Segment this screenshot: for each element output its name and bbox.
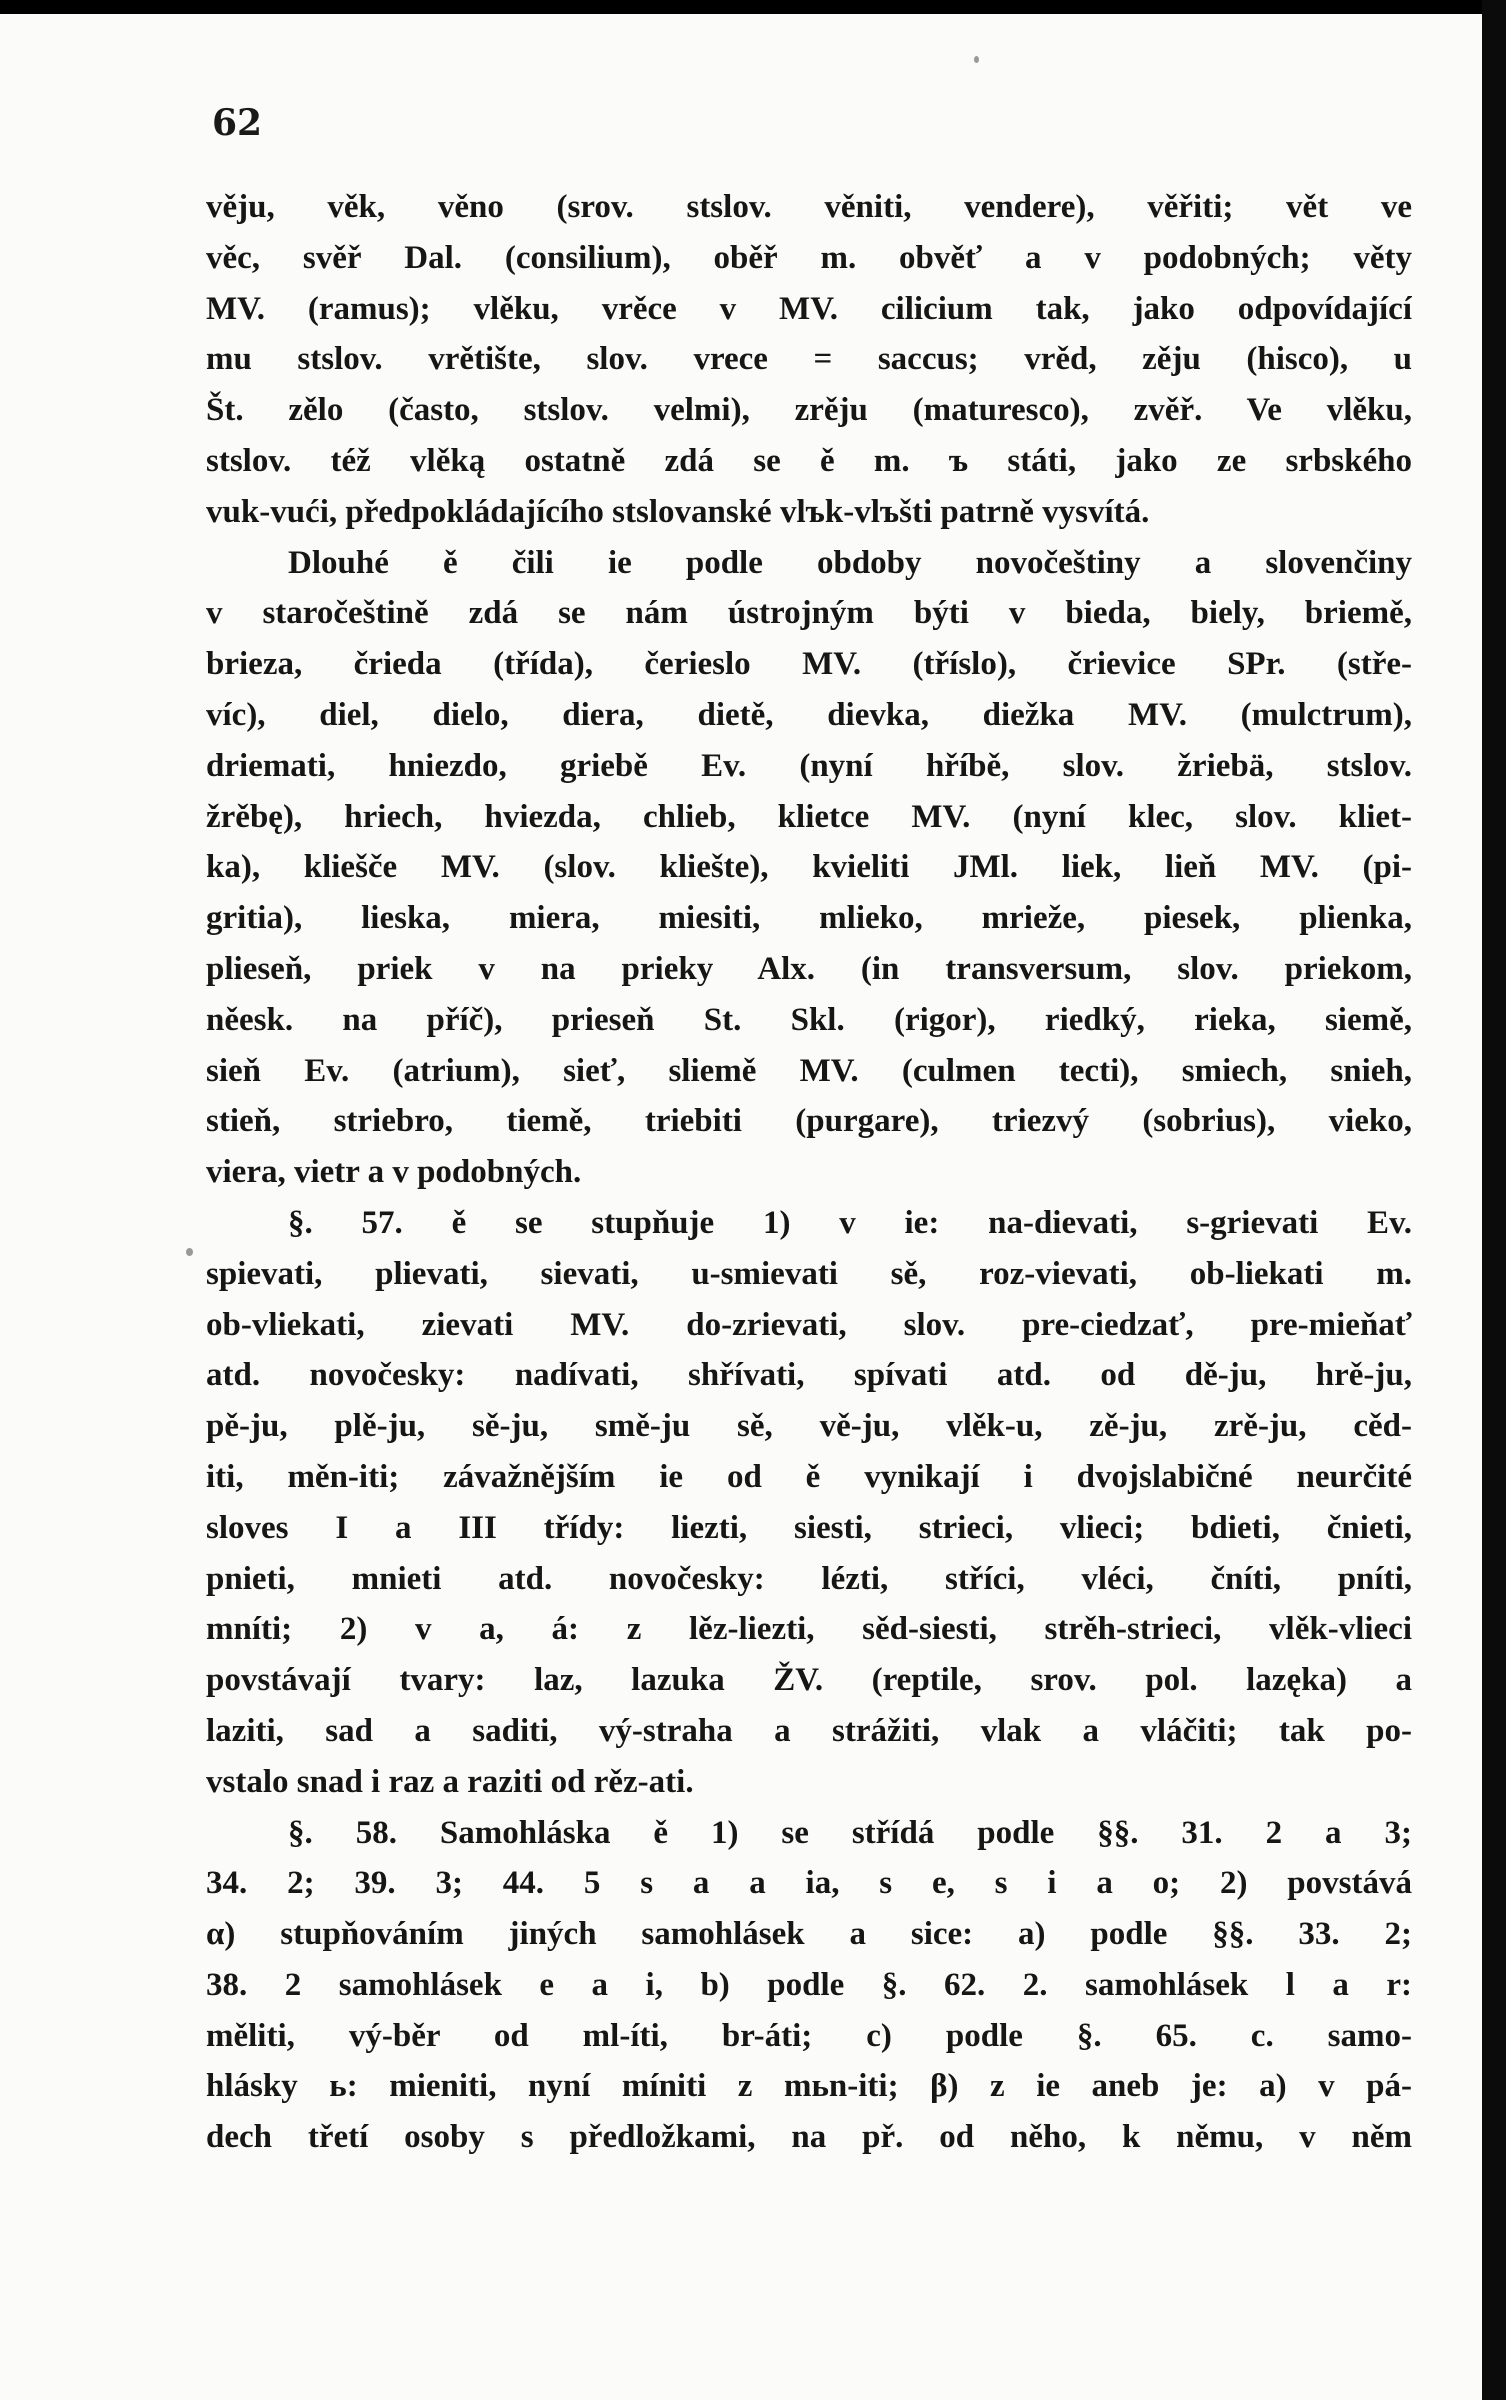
page-number: 62 [212,102,263,144]
book-page [0,14,1482,2400]
text-line: atd. novočesky: nadívati, shřívati, spívati atd. od dě-ju, hrě-ju, [206,1357,1412,1394]
text-line: stieň, striebro, tiemě, triebiti (purgare), triezvý (sobrius), vieko, [206,1103,1412,1140]
text-line: spievati, plievati, sievati, u-smievati sě, roz-vievati, ob-liekati m. [206,1255,1412,1292]
text-line: §. 57. ě se stupňuje 1) v ie: na-dievati, s-grievati Ev. [288,1204,1412,1241]
ink-speck [186,1248,193,1256]
text-line: pnieti, mnieti atd. novočesky: lézti, stříci, vléci, čníti, pníti, [206,1560,1412,1597]
text-line: ob-vliekati, zievati MV. do-zrievati, slov. pre-ciedzať, pre-mieňať [206,1306,1412,1343]
text-line: stslov. též vlěką ostatně zdá se ě m. ъ státi, jako ze srbského [206,442,1412,479]
text-line: 34. 2; 39. 3; 44. 5 s a a ia, s e, s i a o; 2) povstává [206,1865,1412,1902]
text-line: Št. zělo (často, stslov. velmi), zrěju (maturesco), zvěř. Ve vlěku, [206,392,1412,429]
text-line: věc, svěř Dal. (consilium), oběř m. obvěť a v podobných; věty [206,239,1412,276]
text-line: sloves I a III třídy: liezti, siesti, strieci, vlieci; bdieti, čnieti, [206,1509,1412,1546]
text-line: dech třetí osoby s předložkami, na př. od něho, k němu, v něm [206,2119,1412,2156]
text-line: driemati, hniezdo, griebě Ev. (nyní hříbě, slov. žriebä, stslov. [206,747,1412,784]
text-line: něesk. na příč), prieseň St. Skl. (rigor), riedký, rieka, siemě, [206,1001,1412,1038]
text-line: v staročeštině zdá se nám ústrojným býti v bieda, biely, briemě, [206,595,1412,632]
text-line: gritia), lieska, miera, miesiti, mlieko, mrieže, piesek, plienka, [206,900,1412,937]
text-line: α) stupňováním jiných samohlásek a sice: a) podle §§. 33. 2; [206,1916,1412,1953]
scan-edge [1482,0,1506,2400]
text-line: žrěbę), hriech, hviezda, chlieb, klietce MV. (nyní klec, slov. kliet- [206,798,1412,835]
text-line: plieseň, priek v na prieky Alx. (in transversum, slov. priekom, [206,950,1412,987]
text-line: brieza, črieda (třída), čerieslo MV. (tříslo), črievice SPr. (stře- [206,646,1412,683]
text-line: hlásky ь: mieniti, nyní míniti z mьn-iti; β) z ie aneb je: a) v pá- [206,2068,1412,2105]
ink-speck [974,56,979,63]
text-line: mníti; 2) v a, á: z lěz-liezti, sěd-siesti, strěh-strieci, vlěk-vlieci [206,1611,1412,1648]
text-line: mu stslov. vrětište, slov. vrece = saccus; vrěd, zěju (hisco), u [206,341,1412,378]
text-line: viera, vietr a v podobných. [206,1154,582,1191]
text-line: §. 58. Samohláska ě 1) se střídá podle §§. 31. 2 a 3; [288,1814,1412,1851]
text-line: vuk-vući, předpokládajícího stslovanské vlъk-vlъšti patrně vysvítá. [206,493,1150,530]
text-line: věju, věk, věno (srov. stslov. věniti, vendere), věřiti; vět ve [206,189,1412,225]
text-line: laziti, sad a saditi, vý-straha a strážiti, vlak a vláčiti; tak po- [206,1712,1412,1749]
text-line: měliti, vý-běr od ml-íti, br-áti; c) podle §. 65. c. samo- [206,2017,1412,2054]
body-text [206,182,1412,2163]
text-line: víc), diel, dielo, diera, dietě, dievka, diežka MV. (mulctrum), [206,696,1412,733]
text-line: Dlouhé ě čili ie podle obdoby novočeštiny a slovenčiny [288,544,1412,581]
text-line: pě-ju, plě-ju, sě-ju, smě-ju sě, vě-ju, vlěk-u, zě-ju, zrě-ju, cěd- [206,1408,1412,1445]
text-line: 38. 2 samohlásek e a i, b) podle §. 62. 2. samohlásek l a r: [206,1966,1412,2003]
text-line: MV. (ramus); vlěku, vrěce v MV. cilicium tak, jako odpovídající [206,290,1412,327]
text-line: ka), kliešče MV. (slov. kliešte), kvieliti JMl. liek, lieň MV. (pi- [206,849,1412,886]
text-line: povstávají tvary: laz, lazuka ŽV. (reptile, srov. pol. lazęka) a [206,1662,1412,1699]
text-line: iti, měn-iti; závažnějším ie od ě vynikají i dvojslabičné neurčité [206,1458,1412,1495]
text-line: sieň Ev. (atrium), sieť, sliemě MV. (culmen tecti), smiech, snieh, [206,1052,1412,1089]
text-line: vstalo snad i raz a raziti od rěz-ati. [206,1763,694,1800]
